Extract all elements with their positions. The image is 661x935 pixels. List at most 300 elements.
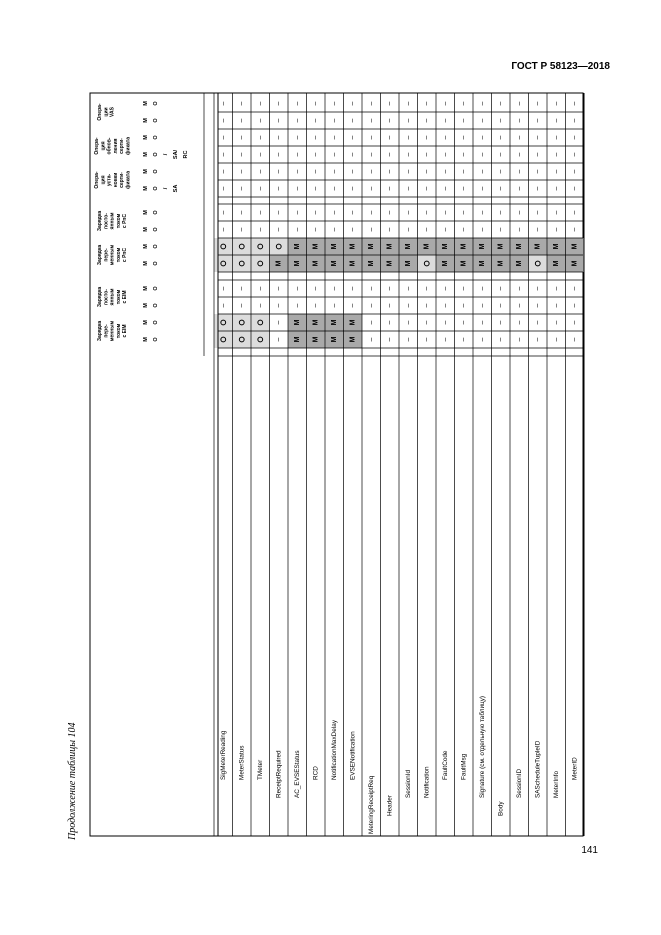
- cell-dash: –: [534, 101, 542, 106]
- cell-dash: –: [293, 169, 301, 174]
- cell-dash: –: [293, 135, 301, 140]
- cell-dash: –: [534, 186, 542, 191]
- cell-mandatory-mark: M: [293, 243, 301, 250]
- cell-dash: –: [552, 101, 560, 106]
- header-group-label: током: [115, 247, 122, 263]
- sub-header-mark: O: [153, 152, 159, 157]
- cell-dash: –: [423, 303, 431, 308]
- cell-dash: –: [293, 186, 301, 191]
- cell-dash: –: [238, 210, 246, 215]
- cell-mandatory-mark: M: [497, 243, 505, 250]
- row-field-name: Signature (см. отдельную таблицу): [478, 695, 486, 798]
- cell-dash: –: [275, 186, 283, 191]
- cell-dash: –: [478, 152, 486, 157]
- cell-dash: –: [515, 152, 523, 157]
- cell-dash: –: [423, 186, 431, 191]
- cell-mandatory-mark: M: [441, 243, 449, 250]
- cell-dash: –: [460, 320, 468, 325]
- shaded-cell: [251, 331, 270, 348]
- cell-dash: –: [404, 152, 412, 157]
- cell-mandatory-mark: M: [312, 319, 320, 326]
- cell-dash: –: [552, 118, 560, 123]
- cell-dash: –: [441, 286, 449, 291]
- cell-dash: –: [552, 303, 560, 308]
- header-group-label: уста-: [106, 173, 113, 187]
- cell-dash: –: [423, 169, 431, 174]
- cell-dash: –: [404, 303, 412, 308]
- cell-dash: –: [515, 210, 523, 215]
- sub-header-mark: M: [143, 135, 149, 140]
- cell-dash: –: [349, 186, 357, 191]
- sub-header-mark: M: [143, 261, 149, 266]
- cell-dash: –: [534, 320, 542, 325]
- row-field-name: MeterInfo: [552, 771, 560, 798]
- cell-dash: –: [552, 286, 560, 291]
- cell-dash: –: [497, 210, 505, 215]
- cell-dash: –: [275, 210, 283, 215]
- header-group-label: Опера-: [94, 171, 100, 189]
- shaded-cell: [233, 255, 252, 272]
- cell-dash: –: [515, 337, 523, 342]
- sub-header-mark: /: [163, 153, 169, 156]
- cell-dash: –: [275, 303, 283, 308]
- cell-dash: –: [571, 337, 579, 342]
- cell-dash: –: [497, 135, 505, 140]
- cell-mandatory-mark: M: [275, 260, 283, 267]
- sub-header-mark: O: [153, 135, 159, 140]
- sub-header-mark: O: [153, 286, 159, 291]
- cell-mandatory-mark: M: [293, 319, 301, 326]
- cell-mandatory-mark: M: [404, 243, 412, 250]
- header-group-label: током: [115, 289, 122, 305]
- cell-dash: –: [275, 152, 283, 157]
- row-field-name: SigMeterReading: [219, 730, 227, 780]
- cell-dash: –: [552, 210, 560, 215]
- cell-dash: –: [534, 303, 542, 308]
- cell-dash: –: [219, 118, 227, 123]
- cell-dash: –: [497, 337, 505, 342]
- cell-dash: –: [349, 227, 357, 232]
- cell-dash: –: [515, 320, 523, 325]
- cell-dash: –: [386, 210, 394, 215]
- header-group-label: с EIM: [122, 324, 129, 338]
- row-field-name: EVSENotification: [349, 731, 357, 780]
- row-field-name: Notification: [423, 766, 431, 798]
- sub-header-mark: O: [153, 320, 159, 325]
- cell-dash: –: [404, 135, 412, 140]
- cell-dash: –: [552, 135, 560, 140]
- cell-dash: –: [349, 152, 357, 157]
- cell-mandatory-mark: M: [330, 336, 338, 343]
- cell-dash: –: [367, 210, 375, 215]
- cell-dash: –: [275, 169, 283, 174]
- cell-dash: –: [256, 210, 264, 215]
- cell-dash: –: [423, 320, 431, 325]
- cell-dash: –: [497, 169, 505, 174]
- sub-header-mark: O: [153, 169, 159, 174]
- sub-header-mark: SA: [173, 184, 179, 193]
- cell-dash: –: [571, 118, 579, 123]
- sub-header-mark: M: [143, 101, 149, 106]
- sub-header-mark: O: [153, 244, 159, 249]
- shaded-cell: [214, 255, 233, 272]
- cell-mandatory-mark: M: [552, 243, 560, 250]
- cell-mandatory-mark: M: [386, 260, 394, 267]
- header-group-label: пере-: [103, 324, 110, 338]
- cell-mandatory-mark: M: [552, 260, 560, 267]
- cell-dash: –: [256, 186, 264, 191]
- sub-header-mark: M: [143, 244, 149, 249]
- cell-dash: –: [423, 337, 431, 342]
- cell-dash: –: [441, 118, 449, 123]
- cell-dash: –: [552, 227, 560, 232]
- shaded-cell: [214, 314, 233, 331]
- cell-dash: –: [571, 101, 579, 106]
- header-group-label: пере-: [103, 248, 110, 262]
- cell-dash: –: [404, 169, 412, 174]
- cell-dash: –: [367, 337, 375, 342]
- cell-dash: –: [571, 186, 579, 191]
- header-group-label: менным: [109, 244, 116, 266]
- cell-dash: –: [497, 320, 505, 325]
- cell-dash: –: [238, 286, 246, 291]
- row-field-name: NotificationMaxDelay: [330, 719, 338, 780]
- row-field-name: Body: [497, 801, 505, 816]
- cell-dash: –: [256, 169, 264, 174]
- cell-dash: –: [330, 101, 338, 106]
- sub-header-mark: M: [143, 303, 149, 308]
- header-group-label: Зарядка: [97, 320, 103, 342]
- cell-mandatory-mark: M: [460, 260, 468, 267]
- cell-dash: –: [312, 286, 320, 291]
- cell-dash: –: [552, 152, 560, 157]
- cell-dash: –: [330, 118, 338, 123]
- cell-dash: –: [441, 169, 449, 174]
- cell-dash: –: [441, 210, 449, 215]
- cell-dash: –: [441, 186, 449, 191]
- sub-header-mark: M: [143, 210, 149, 215]
- cell-dash: –: [349, 118, 357, 123]
- cell-mandatory-mark: M: [571, 260, 579, 267]
- cell-dash: –: [404, 101, 412, 106]
- cell-dash: –: [460, 186, 468, 191]
- cell-dash: –: [515, 118, 523, 123]
- cell-dash: –: [349, 303, 357, 308]
- sub-header-mark: M: [143, 186, 149, 191]
- cell-dash: –: [534, 118, 542, 123]
- header-group-label: менным: [109, 320, 116, 342]
- cell-dash: –: [256, 135, 264, 140]
- row-field-name: TMeter: [256, 759, 264, 780]
- cell-dash: –: [423, 227, 431, 232]
- cell-dash: –: [534, 169, 542, 174]
- cell-dash: –: [367, 320, 375, 325]
- cell-dash: –: [552, 320, 560, 325]
- cell-dash: –: [312, 186, 320, 191]
- cell-dash: –: [423, 101, 431, 106]
- cell-dash: –: [293, 101, 301, 106]
- cell-dash: –: [571, 152, 579, 157]
- sub-header-mark: O: [153, 337, 159, 342]
- row-field-name: ReceiptRequired: [275, 750, 283, 798]
- cell-dash: –: [256, 303, 264, 308]
- table-continuation-caption: Продолжение таблицы 104: [67, 722, 78, 840]
- cell-dash: –: [571, 169, 579, 174]
- sub-header-mark: SA/: [173, 149, 179, 160]
- row-field-name: FaultMsg: [460, 753, 468, 780]
- cell-mandatory-mark: M: [349, 336, 357, 343]
- cell-mandatory-mark: M: [497, 260, 505, 267]
- cell-dash: –: [219, 169, 227, 174]
- cell-dash: –: [515, 286, 523, 291]
- cell-dash: –: [256, 152, 264, 157]
- shaded-cell: [233, 314, 252, 331]
- header-group-label: посто-: [103, 213, 110, 229]
- cell-dash: –: [367, 303, 375, 308]
- cell-dash: –: [256, 118, 264, 123]
- cell-dash: –: [478, 210, 486, 215]
- header-group-label: с PnC: [122, 247, 129, 263]
- cell-dash: –: [219, 186, 227, 191]
- header-group-label: током: [115, 323, 122, 339]
- cell-dash: –: [293, 210, 301, 215]
- row-field-name: MeterID: [571, 757, 579, 780]
- header-group-label: Зарядка: [97, 286, 103, 308]
- cell-mandatory-mark: M: [367, 260, 375, 267]
- cell-dash: –: [478, 169, 486, 174]
- cell-dash: –: [460, 303, 468, 308]
- cell-dash: –: [275, 337, 283, 342]
- cell-dash: –: [386, 152, 394, 157]
- header-group-label: обнов-: [106, 137, 113, 155]
- cell-dash: –: [330, 286, 338, 291]
- cell-dash: –: [275, 101, 283, 106]
- row-field-name: RCD: [312, 766, 320, 780]
- cell-dash: –: [404, 210, 412, 215]
- cell-dash: –: [478, 101, 486, 106]
- sub-header-mark: O: [153, 101, 159, 106]
- cell-mandatory-mark: M: [515, 260, 523, 267]
- header-group-label: ления: [112, 138, 119, 154]
- cell-dash: –: [497, 152, 505, 157]
- cell-dash: –: [238, 186, 246, 191]
- cell-dash: –: [330, 186, 338, 191]
- cell-dash: –: [256, 227, 264, 232]
- cell-dash: –: [293, 227, 301, 232]
- cell-dash: –: [238, 101, 246, 106]
- cell-mandatory-mark: M: [441, 260, 449, 267]
- sub-header-mark: M: [143, 152, 149, 157]
- sub-header-mark: O: [153, 303, 159, 308]
- header-group-label: с EIM: [122, 290, 129, 304]
- cell-dash: –: [571, 286, 579, 291]
- header-group-label: фиката: [125, 171, 132, 189]
- cell-dash: –: [478, 303, 486, 308]
- cell-dash: –: [515, 186, 523, 191]
- cell-dash: –: [460, 152, 468, 157]
- header-group-label: с PnC: [122, 213, 129, 229]
- cell-dash: –: [460, 169, 468, 174]
- header-group-label: током: [115, 213, 122, 229]
- cell-dash: –: [571, 227, 579, 232]
- cell-dash: –: [386, 118, 394, 123]
- shaded-cell: [233, 331, 252, 348]
- cell-dash: –: [219, 303, 227, 308]
- cell-dash: –: [534, 286, 542, 291]
- header-group-label: янным: [109, 212, 116, 230]
- cell-dash: –: [515, 135, 523, 140]
- row-field-name: AC_EVSEStatus: [293, 750, 301, 798]
- cell-dash: –: [552, 337, 560, 342]
- cell-dash: –: [219, 152, 227, 157]
- cell-dash: –: [423, 135, 431, 140]
- shaded-cell: [214, 331, 233, 348]
- cell-mandatory-mark: M: [404, 260, 412, 267]
- cell-dash: –: [238, 135, 246, 140]
- cell-dash: –: [330, 227, 338, 232]
- cell-dash: –: [423, 152, 431, 157]
- shaded-cell: [251, 238, 270, 255]
- cell-dash: –: [238, 169, 246, 174]
- cell-dash: –: [386, 337, 394, 342]
- cell-dash: –: [571, 320, 579, 325]
- header-group-label: ция: [100, 175, 107, 185]
- cell-dash: –: [386, 286, 394, 291]
- cell-mandatory-mark: M: [423, 243, 431, 250]
- cell-dash: –: [386, 227, 394, 232]
- row-field-name: MeterStatus: [238, 745, 246, 780]
- row-field-name: MeteringReceiptReq: [367, 775, 375, 834]
- cell-dash: –: [404, 227, 412, 232]
- cell-dash: –: [441, 337, 449, 342]
- cell-dash: –: [349, 286, 357, 291]
- cell-dash: –: [497, 118, 505, 123]
- cell-dash: –: [515, 303, 523, 308]
- cell-dash: –: [515, 227, 523, 232]
- cell-dash: –: [515, 169, 523, 174]
- cell-dash: –: [293, 286, 301, 291]
- cell-dash: –: [367, 286, 375, 291]
- cell-dash: –: [441, 135, 449, 140]
- cell-mandatory-mark: M: [349, 243, 357, 250]
- cell-dash: –: [534, 227, 542, 232]
- cell-mandatory-mark: M: [515, 243, 523, 250]
- cell-dash: –: [404, 186, 412, 191]
- cell-dash: –: [367, 135, 375, 140]
- cell-dash: –: [312, 135, 320, 140]
- cell-dash: –: [571, 210, 579, 215]
- header-group-label: Зарядка: [97, 210, 103, 232]
- cell-dash: –: [571, 135, 579, 140]
- cell-mandatory-mark: M: [293, 260, 301, 267]
- shaded-cell: [233, 238, 252, 255]
- cell-mandatory-mark: M: [571, 243, 579, 250]
- sub-header-mark: O: [153, 118, 159, 123]
- cell-dash: –: [441, 101, 449, 106]
- cell-dash: –: [552, 186, 560, 191]
- cell-dash: –: [349, 210, 357, 215]
- cell-dash: –: [349, 101, 357, 106]
- cell-mandatory-mark: M: [312, 243, 320, 250]
- cell-dash: –: [441, 152, 449, 157]
- cell-dash: –: [478, 337, 486, 342]
- cell-dash: –: [460, 337, 468, 342]
- cell-dash: –: [423, 286, 431, 291]
- sub-header-mark: O: [153, 227, 159, 232]
- shaded-cell: [529, 255, 548, 272]
- cell-dash: –: [367, 118, 375, 123]
- cell-dash: –: [238, 118, 246, 123]
- cell-dash: –: [478, 227, 486, 232]
- shaded-cell: [418, 255, 437, 272]
- sub-header-mark: /: [163, 187, 169, 190]
- sub-header-mark: M: [143, 227, 149, 232]
- cell-mandatory-mark: M: [312, 260, 320, 267]
- cell-dash: –: [460, 286, 468, 291]
- cell-dash: –: [219, 101, 227, 106]
- header-group-label: Опера-: [97, 103, 103, 121]
- shaded-cell: [251, 255, 270, 272]
- cell-dash: –: [293, 118, 301, 123]
- standard-number: ГОСТ Р 58123—2018: [511, 61, 610, 72]
- page-number: 141: [581, 845, 598, 856]
- cell-dash: –: [478, 320, 486, 325]
- cell-dash: –: [386, 186, 394, 191]
- header-group-label: серти-: [119, 138, 126, 154]
- cell-dash: –: [460, 101, 468, 106]
- cell-dash: –: [293, 152, 301, 157]
- cell-dash: –: [275, 286, 283, 291]
- row-field-name: Header: [386, 795, 394, 816]
- cell-dash: –: [275, 320, 283, 325]
- sub-header-mark: O: [153, 210, 159, 215]
- cell-mandatory-mark: M: [330, 260, 338, 267]
- sub-header-mark: M: [143, 118, 149, 123]
- shaded-cell: [214, 238, 233, 255]
- cell-dash: –: [330, 169, 338, 174]
- cell-mandatory-mark: M: [349, 319, 357, 326]
- cell-dash: –: [312, 118, 320, 123]
- cell-dash: –: [404, 286, 412, 291]
- cell-dash: –: [423, 118, 431, 123]
- cell-mandatory-mark: M: [460, 243, 468, 250]
- cell-dash: –: [497, 303, 505, 308]
- cell-mandatory-mark: M: [367, 243, 375, 250]
- header-group-label: ция: [100, 141, 107, 151]
- sub-header-mark: O: [153, 261, 159, 266]
- cell-dash: –: [312, 210, 320, 215]
- cell-dash: –: [497, 186, 505, 191]
- cell-dash: –: [534, 337, 542, 342]
- cell-dash: –: [219, 210, 227, 215]
- header-group-label: серти-: [119, 172, 126, 188]
- row-field-name: SessionID: [515, 768, 523, 798]
- cell-dash: –: [478, 186, 486, 191]
- cell-dash: –: [367, 186, 375, 191]
- cell-dash: –: [312, 101, 320, 106]
- cell-dash: –: [571, 303, 579, 308]
- header-group-label: янным: [109, 288, 116, 306]
- cell-dash: –: [460, 135, 468, 140]
- cell-dash: –: [238, 152, 246, 157]
- header-group-label: Зарядка: [97, 244, 103, 266]
- cell-dash: –: [312, 227, 320, 232]
- header-group-label: ции: [103, 107, 110, 117]
- header-group-label: фиката: [125, 137, 132, 155]
- cell-dash: –: [404, 320, 412, 325]
- cell-dash: –: [534, 152, 542, 157]
- cell-dash: –: [386, 169, 394, 174]
